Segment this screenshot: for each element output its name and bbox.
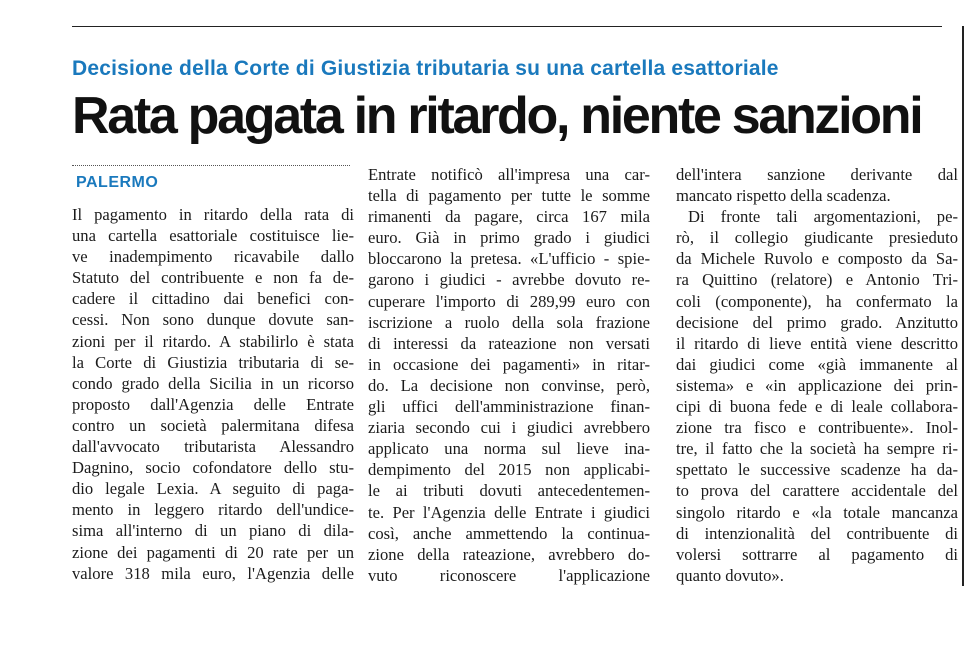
text-line: tella di pagamento per tutte le somme xyxy=(368,186,650,206)
text-line: bloccarono la pretesa. «L'ufficio - spie- xyxy=(368,249,650,269)
article-column-3 xyxy=(676,164,958,586)
text-line: zione tra fisco e contribuente». Inol- xyxy=(676,418,958,438)
text-line: condo grado della Sicilia in un ricorso xyxy=(72,373,354,393)
text-line: te. Per l'Agenzia delle Entrate i giudici xyxy=(368,502,650,522)
text-line: sistema» e «in applicazione dei prin- xyxy=(676,375,958,395)
page-edge-rule xyxy=(962,26,964,586)
article-column-1 xyxy=(72,204,354,584)
text-line: applicato una norma sul lieve ina- xyxy=(368,439,650,459)
text-line: tre, il fatto che la società ha sempre ri- xyxy=(676,439,958,459)
text-line: Entrate notificò all'impresa una car- xyxy=(368,165,650,184)
text-line: gli uffici dell'amministrazione finan- xyxy=(368,397,650,417)
text-line: do. La decisione non convinse, però, xyxy=(368,375,650,395)
dateline-rule xyxy=(72,165,350,166)
text-line: coli (componente), ha confermato la xyxy=(676,291,958,311)
text-line: zione dei pagamenti di 20 rate per un xyxy=(72,542,354,562)
text-line: sima all'interno di un piano di dila- xyxy=(72,521,354,541)
text-line: ziaria secondo cui i giudici avrebbero xyxy=(368,418,650,438)
text-line: Dagnino, socio cofondatore dello stu- xyxy=(72,458,354,478)
text-line: cessi. Non sono dunque dovute san- xyxy=(72,310,354,330)
text-line: rimanenti da pagare, circa 167 mila xyxy=(368,207,650,227)
text-line: vuto riconoscere l'applicazione xyxy=(368,565,650,585)
text-line: euro. Già in primo grado i giudici xyxy=(368,228,650,248)
text-line: contro un società palermitana difesa xyxy=(72,415,354,435)
text-line: proposto dall'Agenzia delle Entrate xyxy=(72,394,354,414)
article-column-2 xyxy=(368,164,650,586)
text-line: il ritardo di lieve entità viene descritto xyxy=(676,333,958,353)
text-line: dempimento del 2015 non applicabi- xyxy=(368,460,650,480)
text-line: così, anche ammettendo la continua- xyxy=(368,523,650,543)
text-line: di intenzionalità del contribuente di xyxy=(676,523,958,543)
text-line: mento in leggero ritardo dell'undice- xyxy=(72,500,354,520)
text-line: le ai tributi dovuti antecedentemen- xyxy=(368,481,650,501)
text-line: di interessi da rateazione non versati xyxy=(368,333,650,353)
text-line: zione della rateazione, avrebbero do- xyxy=(368,544,650,564)
text-line: dai giudici come «già immanente al xyxy=(676,354,958,374)
text-line: valore 318 mila euro, l'Agenzia delle xyxy=(72,563,354,583)
text-line: singolo ritardo e «la totale mancanza xyxy=(676,502,958,522)
text-line: garono i giudici - avrebbe dovuto re- xyxy=(368,270,650,290)
text-line: dio legale Lexia. A seguito di paga- xyxy=(72,479,354,499)
text-line: dall'avvocato tributarista Alessandro xyxy=(72,437,354,457)
text-line: quanto dovuto». xyxy=(676,565,784,585)
text-line: Il pagamento in ritardo della rata di xyxy=(72,205,354,224)
text-line: ve inadempimento ricavabile dallo xyxy=(72,247,354,267)
text-line: ra Quittino (relatore) e Antonio Tri- xyxy=(676,270,958,290)
text-line: mancato rispetto della scadenza. xyxy=(676,186,891,206)
text-line: rò, il collegio giudicante presieduto xyxy=(676,228,958,248)
text-line: to prova del carattere accidentale del xyxy=(676,481,958,501)
article-kicker: Decisione della Corte di Giustizia tributaria su una cartella esattoriale xyxy=(72,57,779,80)
text-line: decisione del primo grado. Anzitutto xyxy=(676,312,958,332)
article-headline: Rata pagata in ritardo, niente sanzioni xyxy=(72,87,922,145)
text-line: cuperare l'importo di 289,99 euro con xyxy=(368,291,650,311)
text-line: Di fronte tali argomentazioni, pe- xyxy=(688,207,958,227)
text-line: in occasione dei pagamenti» in ritar- xyxy=(368,354,650,374)
text-line: da Michele Ruvolo e composto da Sa- xyxy=(676,249,958,269)
text-line: spettato le successive scadenze ha da- xyxy=(676,460,958,480)
text-line: una cartella esattoriale costituisce lie- xyxy=(72,226,354,246)
text-line: cipi di buona fede e di leale collabora- xyxy=(676,397,958,417)
article-dateline: PALERMO xyxy=(76,174,159,191)
text-line: zioni per il ritardo. A stabilirlo è stata xyxy=(72,331,354,351)
top-rule xyxy=(72,26,942,27)
text-line: cadere il cittadino dai benefici con- xyxy=(72,289,354,309)
text-line: iscrizione a ruolo della sola frazione xyxy=(368,312,650,332)
text-line: Statuto del contribuente e non fa de- xyxy=(72,268,354,288)
text-line: volersi sottrarre al pagamento di xyxy=(676,544,958,564)
text-line: la Corte di Giustizia tributaria di se- xyxy=(72,352,354,372)
text-line: dell'intera sanzione derivante dal xyxy=(676,165,958,184)
